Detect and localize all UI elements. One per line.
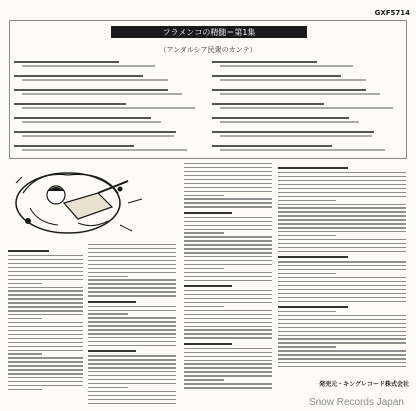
text-line bbox=[184, 272, 272, 273]
text-line bbox=[184, 285, 232, 287]
text-line bbox=[88, 387, 128, 388]
text-line bbox=[184, 363, 272, 364]
text-line bbox=[88, 371, 176, 372]
text-line bbox=[88, 391, 176, 392]
text-line bbox=[278, 301, 406, 302]
text-line bbox=[278, 281, 406, 282]
text-line bbox=[184, 244, 272, 245]
text-line bbox=[88, 310, 176, 311]
text-line bbox=[8, 389, 42, 390]
text-line bbox=[184, 225, 272, 226]
text-line bbox=[184, 348, 272, 349]
text-line bbox=[278, 285, 406, 286]
text-line bbox=[278, 204, 406, 205]
text-line bbox=[8, 377, 83, 378]
text-line bbox=[184, 322, 272, 323]
text-line bbox=[8, 330, 83, 331]
text-line bbox=[88, 355, 176, 356]
album-subtitle: （アンダルシア民衆のカンテ） bbox=[159, 46, 257, 54]
track-row bbox=[212, 127, 402, 141]
text-line bbox=[8, 357, 83, 358]
text-line bbox=[278, 331, 406, 332]
text-line bbox=[184, 198, 272, 199]
text-line bbox=[8, 326, 83, 327]
text-line bbox=[184, 212, 232, 214]
text-line bbox=[8, 310, 83, 311]
text-line bbox=[184, 236, 272, 237]
guitarist-illustration bbox=[8, 163, 151, 238]
text-line bbox=[278, 323, 406, 324]
text-line bbox=[184, 248, 272, 249]
text-line bbox=[184, 252, 272, 253]
text-line bbox=[278, 192, 406, 193]
text-line bbox=[278, 176, 406, 177]
text-line bbox=[88, 399, 176, 400]
text-line bbox=[184, 356, 272, 357]
album-title: フラメンコの精髄＝第1集 bbox=[111, 26, 307, 38]
text-line bbox=[278, 211, 406, 212]
text-line bbox=[8, 381, 83, 382]
text-line bbox=[8, 373, 83, 374]
text-line bbox=[184, 171, 272, 172]
text-line bbox=[278, 293, 406, 294]
text-line bbox=[184, 333, 272, 334]
text-line bbox=[278, 277, 406, 278]
text-line bbox=[8, 271, 83, 272]
track-row bbox=[14, 141, 204, 155]
text-line bbox=[88, 287, 176, 288]
text-line bbox=[184, 352, 272, 353]
text-line bbox=[278, 251, 406, 252]
text-line bbox=[8, 334, 83, 335]
text-line bbox=[88, 317, 176, 318]
watermark: Snow Records Japan bbox=[308, 397, 404, 408]
text-line bbox=[184, 202, 272, 203]
text-line bbox=[184, 260, 272, 261]
text-line bbox=[88, 244, 176, 245]
text-line bbox=[278, 335, 406, 336]
text-line bbox=[278, 188, 406, 189]
track-row bbox=[212, 141, 402, 155]
text-line bbox=[278, 223, 406, 224]
text-line bbox=[184, 276, 272, 277]
text-line bbox=[8, 322, 83, 323]
text-line bbox=[88, 350, 136, 352]
text-line bbox=[278, 167, 348, 169]
text-line bbox=[8, 294, 83, 295]
text-line bbox=[278, 273, 336, 274]
text-line bbox=[88, 295, 176, 296]
text-line bbox=[184, 294, 272, 295]
text-line bbox=[88, 279, 176, 280]
text-line bbox=[278, 180, 406, 181]
text-line bbox=[88, 256, 176, 257]
catalog-number: GXF5714 bbox=[374, 9, 410, 17]
publisher-credit: 発売元・キングレコード株式会社 bbox=[319, 381, 409, 388]
text-line bbox=[184, 268, 224, 269]
text-line bbox=[278, 338, 406, 339]
text-line bbox=[278, 362, 406, 363]
liner-notes-column-4 bbox=[278, 163, 406, 370]
text-line bbox=[88, 329, 176, 330]
text-line bbox=[184, 206, 272, 207]
text-line bbox=[184, 318, 272, 319]
tracklist-side-a bbox=[14, 57, 204, 155]
text-line bbox=[8, 290, 83, 291]
text-line bbox=[8, 298, 83, 299]
text-line bbox=[184, 167, 272, 168]
text-line bbox=[8, 350, 83, 351]
text-line bbox=[184, 302, 272, 303]
text-line bbox=[184, 306, 224, 307]
text-line bbox=[184, 375, 272, 376]
text-line bbox=[184, 229, 272, 230]
text-line bbox=[88, 283, 176, 284]
text-line bbox=[8, 353, 42, 354]
text-line bbox=[8, 263, 83, 264]
text-line bbox=[88, 301, 136, 303]
text-line bbox=[278, 235, 336, 236]
text-line bbox=[278, 269, 406, 270]
text-line bbox=[8, 302, 83, 303]
text-line bbox=[8, 314, 83, 315]
text-line bbox=[8, 369, 83, 370]
text-line bbox=[184, 240, 272, 241]
text-line bbox=[278, 265, 406, 266]
text-line bbox=[8, 275, 83, 276]
text-line bbox=[88, 341, 176, 342]
text-line bbox=[184, 256, 272, 257]
track-row bbox=[14, 71, 204, 85]
text-line bbox=[278, 243, 406, 244]
track-row bbox=[212, 113, 402, 127]
text-line bbox=[278, 256, 348, 258]
text-line bbox=[278, 172, 406, 173]
text-line bbox=[88, 383, 176, 384]
text-line bbox=[88, 272, 176, 273]
track-row bbox=[212, 99, 402, 113]
track-row bbox=[212, 57, 402, 71]
text-line bbox=[8, 267, 83, 268]
text-line bbox=[88, 395, 176, 396]
text-line bbox=[184, 163, 272, 164]
text-line bbox=[184, 371, 272, 372]
text-line bbox=[8, 255, 83, 256]
text-line bbox=[184, 280, 272, 281]
text-line bbox=[184, 183, 272, 184]
text-line bbox=[184, 191, 272, 192]
text-line bbox=[278, 346, 336, 347]
text-line bbox=[278, 227, 406, 228]
text-line bbox=[8, 346, 83, 347]
text-line bbox=[8, 259, 83, 260]
track-row bbox=[212, 85, 402, 99]
text-line bbox=[278, 358, 406, 359]
text-line bbox=[278, 311, 336, 312]
text-line bbox=[278, 315, 406, 316]
liner-notes-column-2 bbox=[88, 244, 176, 407]
text-line bbox=[278, 247, 406, 248]
tracklist-side-b bbox=[212, 57, 402, 155]
text-line bbox=[278, 196, 406, 197]
text-line bbox=[88, 375, 176, 376]
text-line bbox=[88, 276, 128, 277]
text-line bbox=[88, 252, 176, 253]
tracklist-panel bbox=[9, 20, 407, 159]
text-line bbox=[278, 261, 406, 262]
text-line bbox=[88, 264, 176, 265]
text-line bbox=[184, 343, 232, 345]
text-line bbox=[184, 221, 272, 222]
text-line bbox=[278, 215, 406, 216]
text-line bbox=[8, 318, 42, 319]
text-line bbox=[8, 342, 83, 343]
text-line bbox=[184, 314, 272, 315]
text-line bbox=[278, 327, 406, 328]
text-line bbox=[184, 179, 272, 180]
text-line bbox=[8, 287, 83, 288]
text-line bbox=[88, 325, 176, 326]
text-line bbox=[184, 379, 224, 380]
text-line bbox=[184, 298, 272, 299]
text-line bbox=[8, 283, 42, 284]
text-line bbox=[184, 367, 272, 368]
text-line bbox=[88, 333, 176, 334]
text-line bbox=[278, 239, 406, 240]
text-line bbox=[184, 337, 272, 338]
track-row bbox=[14, 127, 204, 141]
text-line bbox=[88, 403, 176, 404]
text-line bbox=[88, 321, 176, 322]
text-line bbox=[88, 367, 176, 368]
text-line bbox=[88, 345, 176, 346]
text-line bbox=[184, 290, 272, 291]
text-line bbox=[8, 338, 83, 339]
text-line bbox=[278, 184, 406, 185]
text-line bbox=[278, 207, 406, 208]
track-row bbox=[14, 85, 204, 99]
track-row bbox=[14, 57, 204, 71]
text-line bbox=[88, 379, 176, 380]
text-line bbox=[8, 279, 83, 280]
text-line bbox=[184, 264, 272, 265]
text-line bbox=[184, 383, 272, 384]
text-line bbox=[8, 306, 83, 307]
text-line bbox=[278, 200, 336, 201]
text-line bbox=[278, 319, 406, 320]
text-line bbox=[8, 250, 49, 252]
liner-notes-column-1 bbox=[8, 246, 83, 393]
text-line bbox=[8, 385, 83, 386]
text-line bbox=[278, 231, 406, 232]
text-line bbox=[184, 232, 224, 233]
text-line bbox=[278, 350, 406, 351]
text-line bbox=[88, 268, 176, 269]
text-line bbox=[184, 329, 272, 330]
text-line bbox=[278, 354, 406, 355]
text-line bbox=[8, 361, 83, 362]
text-line bbox=[184, 175, 272, 176]
track-row bbox=[14, 113, 204, 127]
text-line bbox=[88, 260, 176, 261]
text-line bbox=[184, 360, 272, 361]
text-line bbox=[88, 359, 176, 360]
text-line bbox=[88, 313, 128, 314]
track-row bbox=[14, 99, 204, 113]
text-line bbox=[278, 219, 406, 220]
text-line bbox=[88, 337, 176, 338]
text-line bbox=[184, 217, 272, 218]
text-line bbox=[184, 195, 224, 196]
text-line bbox=[184, 387, 272, 388]
text-line bbox=[184, 187, 272, 188]
text-line bbox=[88, 363, 176, 364]
text-line bbox=[278, 289, 406, 290]
text-line bbox=[278, 297, 406, 298]
text-line bbox=[88, 248, 176, 249]
text-line bbox=[278, 342, 406, 343]
text-line bbox=[88, 306, 176, 307]
text-line bbox=[88, 291, 176, 292]
text-line bbox=[8, 365, 83, 366]
text-line bbox=[278, 366, 406, 367]
text-line bbox=[184, 326, 272, 327]
liner-notes-column-3 bbox=[184, 163, 272, 391]
track-row bbox=[212, 71, 402, 85]
text-line bbox=[278, 306, 348, 308]
text-line bbox=[184, 310, 272, 311]
